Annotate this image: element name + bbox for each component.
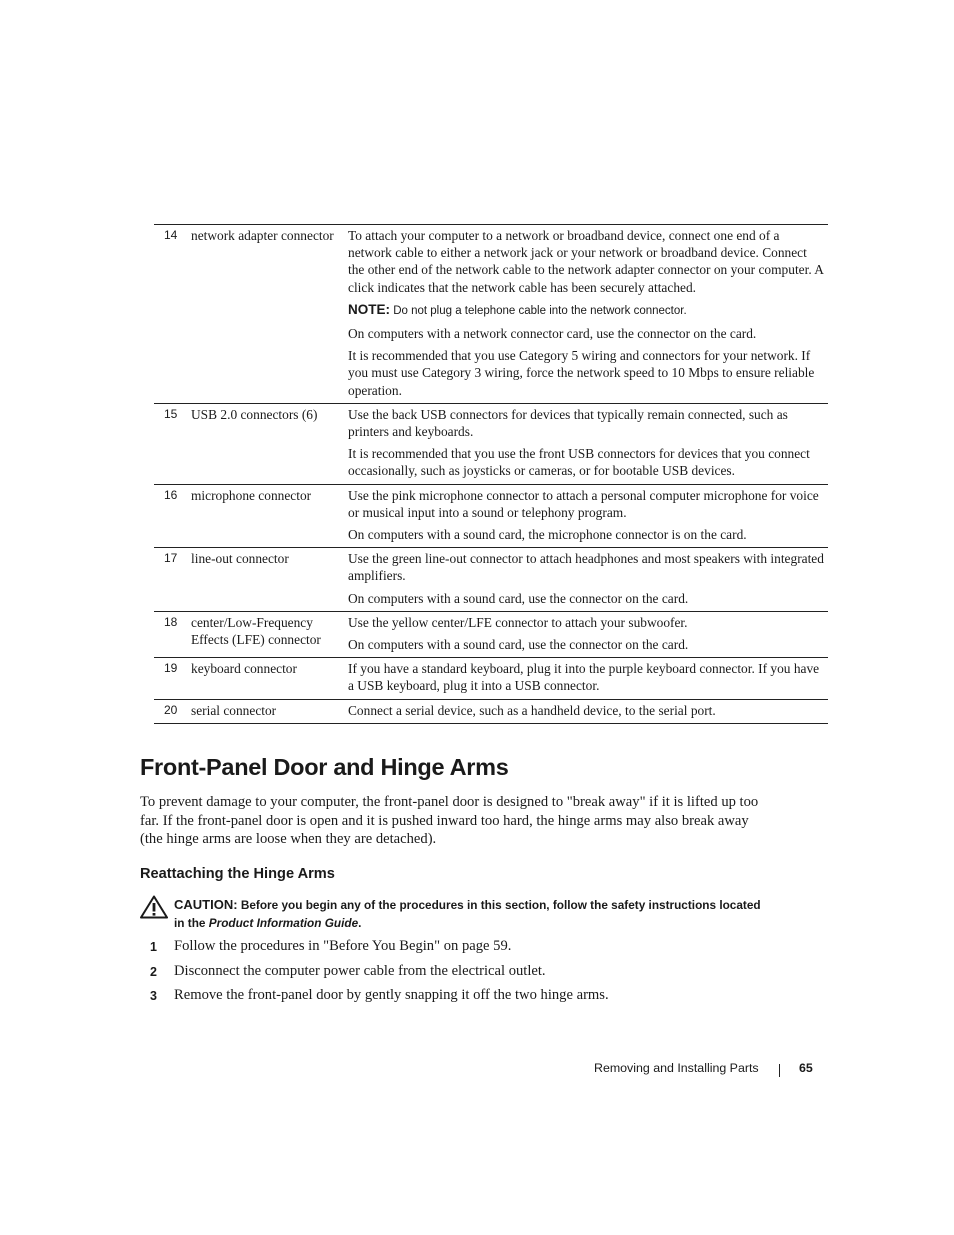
table-row: [154, 403, 828, 484]
connector-description: [348, 658, 828, 699]
step-text: Disconnect the computer power cable from the electrical outlet.: [174, 962, 546, 979]
callout-number: 14: [154, 225, 191, 404]
callout-number: 16: [154, 484, 191, 548]
step-text: Follow the procedures in "Before You Begin" on page 59.: [174, 938, 512, 954]
connector-description: [348, 548, 828, 612]
callout-number: 19: [154, 658, 191, 699]
page-number: 65: [799, 1061, 813, 1075]
callout-number: 15: [154, 403, 191, 484]
note-label: NOTE:: [348, 301, 390, 317]
connector-description: [348, 484, 828, 548]
callout-number: 18: [154, 611, 191, 657]
connector-description: [348, 225, 828, 404]
description-paragraph: If you have a standard keyboard, plug it into the purple keyboard connector. If you have a USB keyboard, plug it into a USB connector.: [348, 661, 820, 694]
section-heading: Front-Panel Door and Hinge Arms: [140, 754, 509, 780]
step-number: 3: [150, 989, 157, 1003]
guide-title: Product Information Guide: [208, 915, 359, 930]
description-paragraph: On computers with a sound card, the microphone connector is on the card.: [348, 527, 747, 543]
step-text: Remove the front-panel door by gently snapping it off the two hinge arms.: [174, 987, 609, 1003]
table-row: [154, 484, 828, 548]
description-paragraph: Connect a serial device, such as a handheld device, to the serial port.: [348, 702, 716, 718]
connector-name: center/Low-Frequency Effects (LFE) connector: [191, 611, 348, 657]
connector-description: [348, 611, 828, 657]
subsection-heading: Reattaching the Hinge Arms: [140, 866, 335, 882]
table-row: [154, 225, 828, 404]
connector-description: [348, 699, 828, 723]
table-row: [154, 658, 828, 699]
intro-paragraph: To prevent damage to your computer, the front-panel door is designed to "break away" if it is lifted up too far. If the front-panel door is open and it is pushed inward too hard, the hinge arms may also break away (the hinge arms are loose when they are detached).: [140, 794, 759, 847]
description-paragraph: On computers with a network connector card, use the connector on the card.: [348, 326, 757, 342]
connector-table: [154, 224, 828, 724]
connector-name: network adapter connector: [191, 225, 348, 404]
connector-name: serial connector: [191, 699, 348, 723]
description-paragraph: Use the pink microphone connector to attach a personal computer microphone for voice or musical input into a sound or telephony program.: [348, 487, 819, 520]
note-text: Do not plug a telephone cable into the network connector.: [390, 304, 687, 317]
caution-end: .: [358, 915, 362, 930]
table-row: [154, 548, 828, 612]
table-row: [154, 699, 828, 723]
step-number: 2: [150, 964, 157, 979]
connector-name: line-out connector: [191, 548, 348, 612]
warning-triangle-icon: [140, 895, 168, 919]
footer-section-title: Removing and Installing Parts: [594, 1061, 759, 1075]
description-paragraph: It is recommended that you use Category 5 wiring and connectors for your network. If you must use Category 3 wiring, force the network speed to 10 Mbps to ensure reliable operation.: [348, 348, 815, 398]
callout-number: 17: [154, 548, 191, 612]
description-paragraph: Use the back USB connectors for devices that typically remain connected, such as printers and keyboards.: [348, 406, 788, 440]
step-number: 1: [150, 940, 157, 954]
description-paragraph: To attach your computer to a network or broadband device, connect one end of a network cable to either a network jack or your network or broadband device. Connect the other end of the network cable to the network adapter connector on your computer. A click indicates that the network cable has been securely attached.: [348, 228, 824, 295]
connector-description: [348, 403, 828, 484]
connector-name: USB 2.0 connectors (6): [191, 403, 348, 484]
connector-name: keyboard connector: [191, 658, 348, 699]
description-paragraph: Use the yellow center/LFE connector to attach your subwoofer.: [348, 614, 688, 630]
note-paragraph: [348, 301, 824, 320]
caution-label: CAUTION:: [174, 897, 238, 912]
caution-text: [174, 896, 774, 932]
description-paragraph: It is recommended that you use the front USB connectors for devices that you connect occasionally, such as joysticks or cameras, or for bootable USB devices.: [348, 446, 810, 479]
table-row: [154, 611, 828, 657]
callout-number: 20: [154, 699, 191, 723]
description-paragraph: On computers with a sound card, use the connector on the card.: [348, 637, 689, 653]
caution-body: Before you begin any of the procedures in this section, follow the safety instructions located in the: [174, 898, 761, 930]
description-paragraph: Use the green line-out connector to attach headphones and most speakers with integrated amplifiers.: [348, 551, 824, 584]
connector-name: microphone connector: [191, 484, 348, 548]
footer-divider: [779, 1064, 780, 1077]
description-paragraph: On computers with a sound card, use the connector on the card.: [348, 590, 689, 606]
